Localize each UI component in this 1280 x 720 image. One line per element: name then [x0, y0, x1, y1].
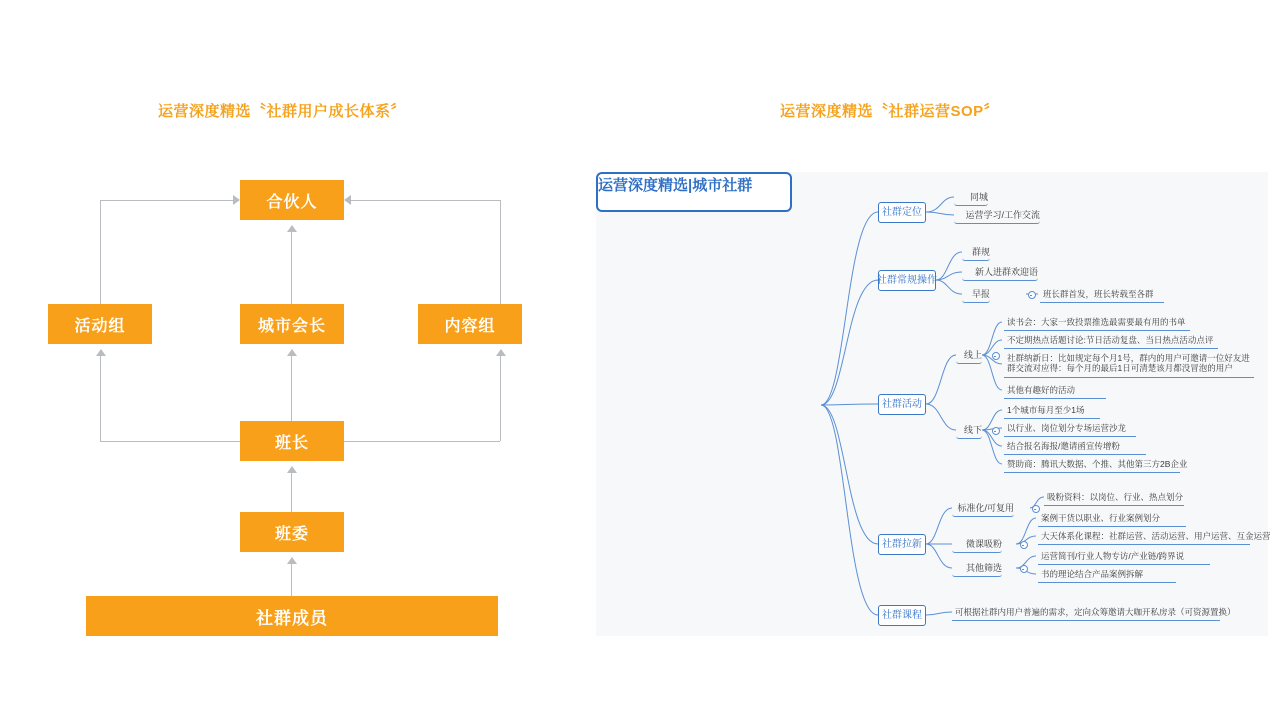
right-panel-title: 运营深度精选〝社群运营SOP〞 [780, 103, 1000, 120]
mindmap-node-huanyingyu[interactable]: 新人进群欢迎语 [962, 264, 1038, 281]
org-box-committee[interactable]: 班委 [240, 512, 344, 552]
org-box-activity-group[interactable]: 活动组 [48, 304, 152, 344]
mindmap-node-zaobao[interactable]: 早报 [962, 286, 990, 303]
connector-monitor-mayor [291, 355, 292, 421]
mindmap-leaf-xianxia-4[interactable]: 赞助商：腾讯大数据、个推、其他第三方2B企业 [1004, 456, 1180, 473]
connector-activity-partner-v [100, 200, 101, 304]
mindmap-node-xianshang[interactable]: 线上 [956, 347, 982, 364]
connector-mayor-partner [291, 231, 292, 304]
org-box-members[interactable]: 社群成员 [86, 596, 498, 636]
mindmap-leaf-xianxia-1[interactable]: 1个城市每月至少1场 [1004, 402, 1100, 419]
connector-monitor-content-v [500, 355, 501, 441]
mindmap-leaf-weike-2[interactable]: 大天体系化课程：社群运营、活动运营、用户运营、互金运营 [1038, 528, 1250, 545]
mindmap-branch-shequn-laxin[interactable]: 社群拉新 [878, 534, 926, 555]
left-panel-title: 运营深度精选〝社群用户成长体系〞 [158, 103, 407, 120]
mindmap-leaf-kecheng-1[interactable]: 可根据社群内用户普遍的需求，定向众筹邀请大咖开私房录（可资源置换） [952, 604, 1220, 621]
connector-committee-monitor [291, 472, 292, 512]
org-box-content-group[interactable]: 内容组 [418, 304, 522, 344]
mindmap-branch-shequn-kecheng[interactable]: 社群课程 [878, 605, 926, 626]
arrow-members-committee [287, 557, 297, 564]
collapse-dot-zaobao[interactable] [1028, 291, 1036, 299]
connector-content-partner-h [351, 200, 500, 201]
connector-activity-partner-h [100, 200, 233, 201]
connector-monitor-content-h [344, 441, 500, 442]
mindmap-node-qungui[interactable]: 群规 [962, 244, 990, 261]
org-box-monitor[interactable]: 班长 [240, 421, 344, 461]
mindmap-node-biaozhunhua[interactable]: 标准化/可复用 [952, 500, 1014, 517]
collapse-dot-qita-shaixuan[interactable] [1020, 565, 1028, 573]
mindmap-node-xianxia[interactable]: 线下 [956, 422, 982, 439]
mindmap-leaf-xianxia-3[interactable]: 结合报名海报/邀请函宣传增粉 [1004, 438, 1146, 455]
org-box-partner[interactable]: 合伙人 [240, 180, 344, 220]
mindmap-node-tongcheng[interactable]: 同城 [954, 189, 988, 206]
mindmap-branch-changgui-caozuo[interactable]: 社群常规操作 [878, 270, 936, 291]
mindmap-branch-shequn-dingwei[interactable]: 社群定位 [878, 202, 926, 223]
mindmap-leaf-xianshang-1[interactable]: 读书会：大家一致投票推选最需要最有用的书单 [1004, 314, 1190, 331]
arrow-mayor-partner [287, 225, 297, 232]
connector-monitor-activity-v [100, 355, 101, 441]
arrow-activity-partner [233, 195, 240, 205]
mindmap-leaf-qita-2[interactable]: 书的理论结合产品案例拆解 [1038, 566, 1176, 583]
arrow-committee-monitor [287, 466, 297, 473]
connector-members-committee [291, 563, 292, 596]
mindmap-leaf-xianxia-2[interactable]: 以行业、岗位划分专场运营沙龙 [1004, 420, 1136, 437]
mindmap-leaf-weike-1[interactable]: 案例干货以职业、行业案例划分 [1038, 510, 1186, 527]
mindmap-leaf-qita-1[interactable]: 运营简刊/行业人物专访/产业链/跨界说 [1038, 548, 1210, 565]
connector-content-partner-v [500, 200, 501, 304]
mindmap-root-node[interactable]: 运营深度精选|城市社群 [596, 172, 792, 212]
org-box-city-mayor[interactable]: 城市会长 [240, 304, 344, 344]
mindmap-leaf-xianshang-2[interactable]: 不定期热点话题讨论:节日活动复盘、当日热点活动点评 [1004, 332, 1218, 349]
right-mindmap-panel [600, 0, 1280, 720]
arrow-monitor-activity [96, 349, 106, 356]
connector-monitor-activity-h [100, 441, 240, 442]
mindmap-node-weike-xifen[interactable]: 微课吸粉 [952, 536, 1002, 553]
collapse-dot-xianxia[interactable] [992, 427, 1000, 435]
mindmap-node-qita-shaixuan[interactable]: 其他筛选 [952, 560, 1002, 577]
mindmap-leaf-biaozhunhua-1[interactable]: 吸粉资料：以岗位、行业、热点划分 [1044, 489, 1184, 506]
arrow-content-partner [344, 195, 351, 205]
collapse-dot-weike-xifen[interactable] [1020, 541, 1028, 549]
mindmap-canvas [596, 172, 1271, 636]
mindmap-branch-shequn-huodong[interactable]: 社群活动 [878, 394, 926, 415]
arrow-monitor-content [496, 349, 506, 356]
mindmap-node-yunying-xuexi[interactable]: 运营学习/工作交流 [954, 207, 1040, 224]
arrow-monitor-mayor [287, 349, 297, 356]
collapse-dot-xianshang[interactable] [992, 352, 1000, 360]
mindmap-leaf-xianshang-3[interactable]: 社群纳新日：比如规定每个月1号，群内的用户可邀请一位好友进群交流对应得：每个月的最后1日可清楚该月都没冒泡的用户 [1004, 350, 1254, 378]
mindmap-leaf-zaobao-1[interactable]: 班长群首发，班长转载至各群 [1040, 286, 1164, 303]
left-diagram-panel [0, 0, 600, 720]
mindmap-leaf-xianshang-4[interactable]: 其他有趣好的活动 [1004, 382, 1106, 399]
